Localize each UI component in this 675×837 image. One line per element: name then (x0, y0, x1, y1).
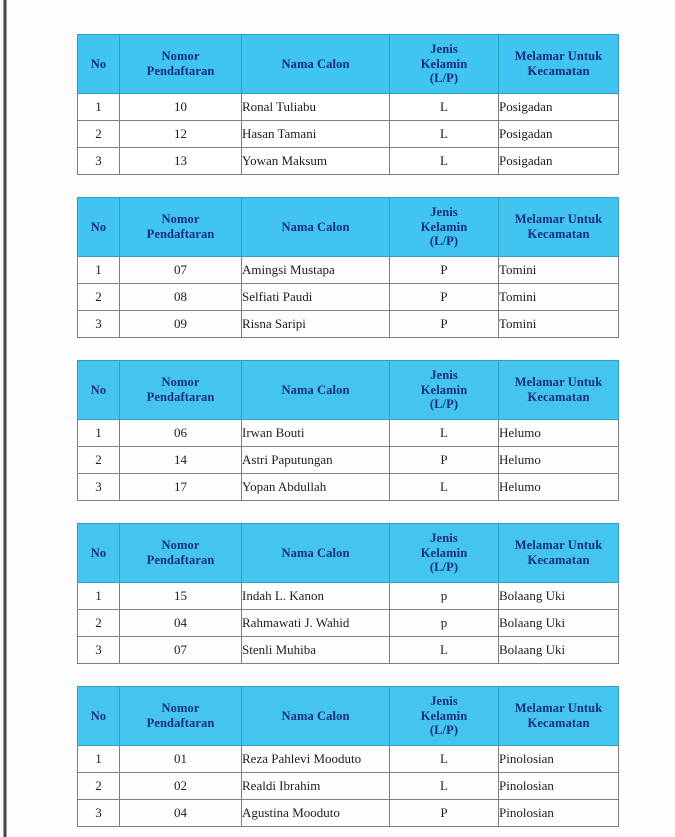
cell-no: 2 (78, 447, 120, 474)
table-row (78, 583, 619, 610)
cell-nama-calon: Selfiati Paudi (242, 284, 390, 311)
header-text-line: Nomor (161, 375, 200, 390)
cell-nomor-pendaftaran: 10 (120, 94, 242, 121)
cell-no: 3 (78, 311, 120, 338)
cell-jenis-kelamin: p (390, 610, 499, 637)
page-edge-shadow (3, 0, 7, 837)
cell-jenis-kelamin: L (390, 94, 499, 121)
cell-no: 2 (78, 610, 120, 637)
header-text-line: Pendaftaran (146, 227, 215, 241)
cell-kecamatan: Bolaang Uki (499, 610, 619, 637)
cell-kecamatan: Helumo (499, 447, 619, 474)
column-header-nama-calon (242, 524, 390, 583)
header-text-line: (L/P) (429, 397, 459, 412)
header-text-line: Nomor (161, 212, 200, 227)
registration-table-pinolosian (77, 686, 619, 827)
cell-nama-calon: Realdi Ibrahim (242, 773, 390, 800)
column-header-jenis-kelamin (390, 35, 499, 94)
cell-nama-calon: Agustina Mooduto (242, 800, 390, 827)
header-text-line: Jenis (430, 530, 458, 545)
table-row (78, 311, 619, 338)
table-row (78, 746, 619, 773)
column-header-melamar-untuk-kecamatan (499, 198, 619, 257)
cell-no: 3 (78, 474, 120, 501)
header-text-line: Nama Calon (281, 708, 350, 723)
table-header-row (78, 35, 619, 94)
cell-kecamatan: Posigadan (499, 148, 619, 175)
column-header-nama-calon (242, 35, 390, 94)
table-row (78, 121, 619, 148)
header-text-line: Nomor (161, 49, 200, 64)
column-header-no (78, 35, 120, 94)
column-header-jenis-kelamin (390, 524, 499, 583)
cell-kecamatan: Bolaang Uki (499, 583, 619, 610)
header-text-line: Kelamin (420, 708, 468, 723)
cell-no: 1 (78, 746, 120, 773)
header-text-line: Kecamatan (527, 64, 590, 78)
cell-jenis-kelamin: P (390, 257, 499, 284)
header-text-line: Kelamin (420, 219, 468, 234)
header-text-line: Nomor (161, 701, 200, 716)
cell-nama-calon: Irwan Bouti (242, 420, 390, 447)
header-text-line: No (90, 382, 107, 397)
column-header-no (78, 524, 120, 583)
header-text-line: Kecamatan (527, 553, 590, 567)
header-text-line: Melamar Untuk (514, 212, 603, 227)
registration-table-helumo (77, 360, 619, 501)
header-text-line: Melamar Untuk (514, 49, 603, 64)
column-header-jenis-kelamin (390, 361, 499, 420)
cell-nomor-pendaftaran: 07 (120, 257, 242, 284)
column-header-nama-calon (242, 361, 390, 420)
column-header-nomor-pendaftaran (120, 198, 242, 257)
table-row (78, 637, 619, 664)
cell-no: 3 (78, 148, 120, 175)
cell-no: 2 (78, 121, 120, 148)
column-header-melamar-untuk-kecamatan (499, 35, 619, 94)
registration-table-posigadan (77, 34, 619, 175)
header-text-line: Melamar Untuk (514, 538, 603, 553)
column-header-nomor-pendaftaran (120, 361, 242, 420)
cell-jenis-kelamin: L (390, 420, 499, 447)
header-text-line: Nama Calon (281, 545, 350, 560)
cell-jenis-kelamin: P (390, 800, 499, 827)
cell-nama-calon: Ronal Tuliabu (242, 94, 390, 121)
table-header-row (78, 687, 619, 746)
column-header-nomor-pendaftaran (120, 35, 242, 94)
header-text-line: Nama Calon (281, 56, 350, 71)
cell-kecamatan: Helumo (499, 420, 619, 447)
cell-nama-calon: Hasan Tamani (242, 121, 390, 148)
header-text-line: Kecamatan (527, 390, 590, 404)
header-text-line: Jenis (430, 204, 458, 219)
header-text-line: Kelamin (420, 382, 468, 397)
cell-nomor-pendaftaran: 12 (120, 121, 242, 148)
column-header-jenis-kelamin (390, 198, 499, 257)
cell-kecamatan: Tomini (499, 284, 619, 311)
header-text-line: Pendaftaran (146, 553, 215, 567)
cell-nama-calon: Yopan Abdullah (242, 474, 390, 501)
cell-jenis-kelamin: L (390, 637, 499, 664)
table-header-row (78, 198, 619, 257)
header-text-line: (L/P) (429, 723, 459, 738)
header-text-line: Pendaftaran (146, 390, 215, 404)
header-text-line: No (90, 545, 107, 560)
header-text-line: (L/P) (429, 560, 459, 575)
header-text-line: Jenis (430, 367, 458, 382)
cell-nomor-pendaftaran: 04 (120, 610, 242, 637)
cell-nama-calon: Risna Saripi (242, 311, 390, 338)
table-row (78, 257, 619, 284)
cell-nama-calon: Yowan Maksum (242, 148, 390, 175)
cell-nama-calon: Stenli Muhiba (242, 637, 390, 664)
cell-kecamatan: Tomini (499, 311, 619, 338)
registration-table-bolaang-uki (77, 523, 619, 664)
table-row (78, 284, 619, 311)
table-row (78, 148, 619, 175)
column-header-no (78, 198, 120, 257)
cell-nama-calon: Astri Paputungan (242, 447, 390, 474)
cell-nomor-pendaftaran: 01 (120, 746, 242, 773)
cell-kecamatan: Pinolosian (499, 773, 619, 800)
header-text-line: Kecamatan (527, 227, 590, 241)
header-text-line: Nama Calon (281, 219, 350, 234)
column-header-jenis-kelamin (390, 687, 499, 746)
cell-kecamatan: Posigadan (499, 94, 619, 121)
table-row (78, 773, 619, 800)
cell-kecamatan: Tomini (499, 257, 619, 284)
table-row (78, 610, 619, 637)
header-text-line: Nomor (161, 538, 200, 553)
cell-no: 2 (78, 284, 120, 311)
cell-jenis-kelamin: p (390, 583, 499, 610)
cell-nama-calon: Reza Pahlevi Mooduto (242, 746, 390, 773)
header-text-line: Melamar Untuk (514, 701, 603, 716)
column-header-nama-calon (242, 687, 390, 746)
table-header-row (78, 361, 619, 420)
cell-nama-calon: Amingsi Mustapa (242, 257, 390, 284)
header-text-line: Pendaftaran (146, 716, 215, 730)
cell-nomor-pendaftaran: 13 (120, 148, 242, 175)
header-text-line: Jenis (430, 693, 458, 708)
cell-no: 2 (78, 773, 120, 800)
header-text-line: Melamar Untuk (514, 375, 603, 390)
cell-nomor-pendaftaran: 15 (120, 583, 242, 610)
header-text-line: Nama Calon (281, 382, 350, 397)
cell-nama-calon: Rahmawati J. Wahid (242, 610, 390, 637)
cell-jenis-kelamin: L (390, 773, 499, 800)
cell-kecamatan: Bolaang Uki (499, 637, 619, 664)
header-text-line: Kelamin (420, 545, 468, 560)
cell-jenis-kelamin: P (390, 311, 499, 338)
header-text-line: (L/P) (429, 234, 459, 249)
column-header-melamar-untuk-kecamatan (499, 524, 619, 583)
table-row (78, 447, 619, 474)
cell-nomor-pendaftaran: 09 (120, 311, 242, 338)
header-text-line: Jenis (430, 41, 458, 56)
header-text-line: Kelamin (420, 56, 468, 71)
cell-nomor-pendaftaran: 04 (120, 800, 242, 827)
column-header-nomor-pendaftaran (120, 687, 242, 746)
cell-jenis-kelamin: P (390, 447, 499, 474)
header-text-line: Pendaftaran (146, 64, 215, 78)
table-row (78, 800, 619, 827)
cell-jenis-kelamin: L (390, 746, 499, 773)
cell-nomor-pendaftaran: 02 (120, 773, 242, 800)
registration-table-tomini (77, 197, 619, 338)
cell-kecamatan: Posigadan (499, 121, 619, 148)
header-text-line: No (90, 219, 107, 234)
header-text-line: Kecamatan (527, 716, 590, 730)
header-text-line: No (90, 56, 107, 71)
cell-jenis-kelamin: P (390, 284, 499, 311)
column-header-no (78, 687, 120, 746)
cell-nomor-pendaftaran: 07 (120, 637, 242, 664)
cell-jenis-kelamin: L (390, 474, 499, 501)
column-header-no (78, 361, 120, 420)
cell-jenis-kelamin: L (390, 148, 499, 175)
table-row (78, 474, 619, 501)
registration-tables-container (77, 34, 618, 827)
cell-no: 1 (78, 94, 120, 121)
table-row (78, 420, 619, 447)
cell-kecamatan: Pinolosian (499, 800, 619, 827)
cell-no: 3 (78, 637, 120, 664)
table-header-row (78, 524, 619, 583)
cell-nomor-pendaftaran: 06 (120, 420, 242, 447)
cell-jenis-kelamin: L (390, 121, 499, 148)
column-header-melamar-untuk-kecamatan (499, 687, 619, 746)
cell-kecamatan: Helumo (499, 474, 619, 501)
column-header-nomor-pendaftaran (120, 524, 242, 583)
cell-no: 1 (78, 583, 120, 610)
cell-nama-calon: Indah L. Kanon (242, 583, 390, 610)
cell-kecamatan: Pinolosian (499, 746, 619, 773)
column-header-melamar-untuk-kecamatan (499, 361, 619, 420)
column-header-nama-calon (242, 198, 390, 257)
cell-nomor-pendaftaran: 14 (120, 447, 242, 474)
cell-no: 1 (78, 257, 120, 284)
cell-no: 1 (78, 420, 120, 447)
table-row (78, 94, 619, 121)
header-text-line: (L/P) (429, 71, 459, 86)
cell-nomor-pendaftaran: 08 (120, 284, 242, 311)
cell-no: 3 (78, 800, 120, 827)
cell-nomor-pendaftaran: 17 (120, 474, 242, 501)
header-text-line: No (90, 708, 107, 723)
